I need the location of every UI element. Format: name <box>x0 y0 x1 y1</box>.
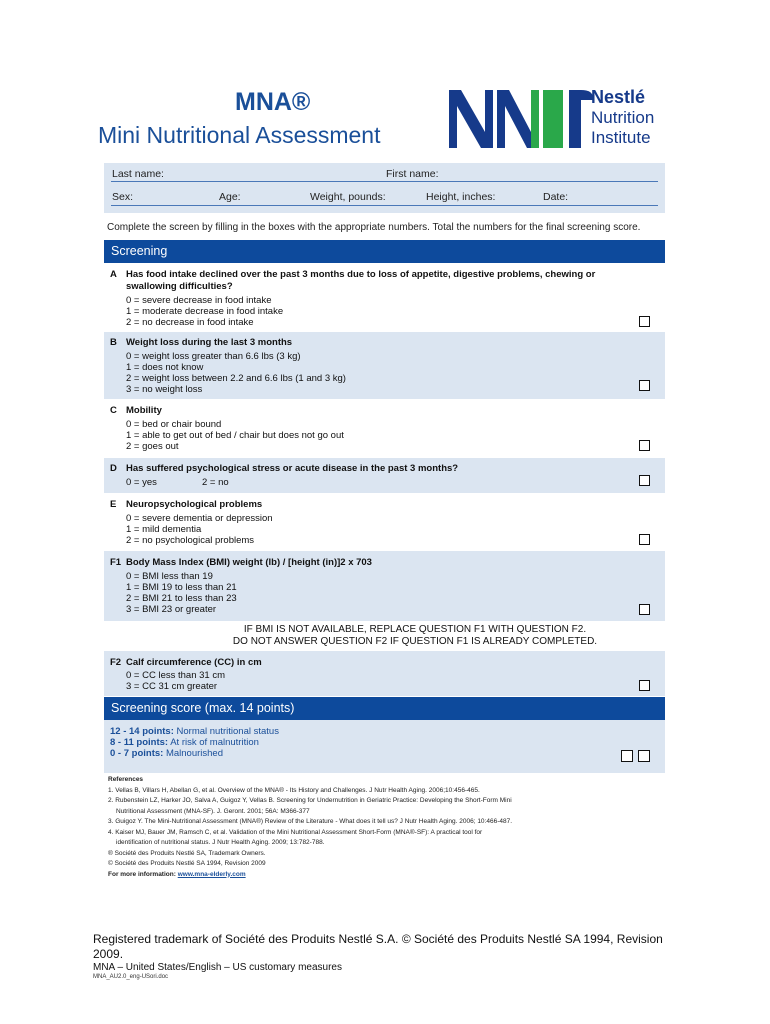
question-f1-title-line1: Body Mass Index (BMI) weight (lb) / [height (in)]2 x 703 <box>126 557 372 568</box>
option: 2 = BMI 21 to less than 23 <box>126 593 237 604</box>
question-a <box>104 263 665 332</box>
option: 3 = no weight loss <box>126 384 203 395</box>
weight-label: Weight, pounds: <box>310 191 386 203</box>
score-box-c[interactable] <box>639 440 650 451</box>
score-box-e[interactable] <box>639 534 650 545</box>
bmi-note-line2: DO NOT ANSWER QUESTION F2 IF QUESTION F1 IS ALREADY COMPLETED. <box>232 636 598 647</box>
question-letter: F1 <box>110 557 122 568</box>
question-a-title <box>110 269 595 281</box>
date-label: Date: <box>543 191 569 203</box>
references <box>108 775 668 880</box>
option: 0 = severe dementia or depression <box>126 513 273 524</box>
height-label: Height, inches: <box>426 191 496 203</box>
logo-text-nutrition: Nutrition <box>591 108 655 127</box>
question-e-title-line1: Neuropsychological problems <box>126 499 263 510</box>
question-d-title-line1: Has suffered psychological stress or acute disease in the past 3 months? <box>126 463 459 474</box>
option: 0 = severe decrease in food intake <box>126 295 272 306</box>
question-letter: A <box>110 269 117 280</box>
reference-item: identification of nutritional status. J Nutr Health Aging. 2009; 13:782-788. <box>116 839 325 846</box>
mna-elderly-link[interactable]: www.mna-elderly.com <box>177 870 246 878</box>
score-range-normal <box>110 726 279 737</box>
score-range-points: 8 - 11 points: <box>110 737 169 748</box>
question-letter: D <box>110 463 117 474</box>
score-box-d[interactable] <box>639 475 650 486</box>
score-range-label: Malnourished <box>165 748 223 759</box>
screening-header: Screening <box>104 240 665 263</box>
logo-text-institute: Institute <box>591 128 651 147</box>
question-b-title <box>110 337 292 349</box>
question-c <box>104 399 665 458</box>
question-f2-title <box>110 657 262 669</box>
score-range-label: At risk of malnutrition <box>170 737 259 748</box>
screening-score-area <box>104 720 665 773</box>
score-box-b[interactable] <box>639 380 650 391</box>
instructions: Complete the screen by filling in the boxes with the appropriate numbers. Total the numbers for the final screening score. <box>107 222 641 233</box>
bmi-note-line1: IF BMI IS NOT AVAILABLE, REPLACE QUESTION F1 WITH QUESTION F2. <box>243 624 587 635</box>
sex-label: Sex: <box>112 191 134 203</box>
option: 2 = goes out <box>126 441 179 452</box>
option: 0 = CC less than 31 cm <box>126 670 226 681</box>
question-c-title <box>110 405 162 417</box>
reference-item: 3. Guigoz Y. The Mini-Nutritional Assessment (MNA®) Review of the Literature - What does it tell us? J Nutr Health Aging. 2006; 10:466-487. <box>108 818 513 825</box>
question-a-title-line1: Has food intake declined over the past 3 months due to loss of appetite, digestive problems, chewing or <box>126 269 596 280</box>
question-f1 <box>104 551 665 621</box>
page-subtitle: Mini Nutritional Assessment <box>98 122 381 148</box>
option: 1 = able to get out of bed / chair but does not go out <box>126 430 344 441</box>
screening-score-header: Screening score (max. 14 points) <box>104 697 665 720</box>
score-range-label: Normal nutritional status <box>176 726 279 737</box>
question-letter: B <box>110 337 117 348</box>
reference-item: Nutritional Assessment (MNA-SF). J. Geront. 2001; 56A: M366-377 <box>116 807 310 815</box>
total-score-box-units[interactable] <box>638 750 650 762</box>
option: 2 = weight loss between 2.2 and 6.6 lbs (1 and 3 kg) <box>126 373 346 384</box>
total-score-box-tens[interactable] <box>621 750 633 762</box>
footer-locale: MNA – United States/English – US customary measures <box>93 962 342 973</box>
question-e-title <box>110 499 262 511</box>
question-f2-title-line1: Calf circumference (CC) in cm <box>126 657 262 668</box>
references-heading: References <box>108 776 144 783</box>
reference-item: 1. Vellas B, Villars H, Abellan G, et al. Overview of the MNA® - Its History and Challenges. J Nutr Health Aging. 2006;10:456-465. <box>108 786 480 794</box>
page-title: MNA® <box>235 88 311 116</box>
question-d <box>104 458 665 493</box>
option: 3 = CC 31 cm greater <box>126 681 218 692</box>
option: 0 = yes <box>126 477 157 488</box>
footer-file: MNA_AU2.0_eng-USori.doc <box>93 974 169 980</box>
score-range-points: 0 - 7 points: <box>110 748 164 759</box>
question-d-title <box>110 463 458 475</box>
first-name-label: First name: <box>386 168 439 180</box>
name-field-line[interactable] <box>111 181 658 182</box>
question-letter: E <box>110 499 117 510</box>
option: 2 = no decrease in food intake <box>126 317 254 328</box>
reference-item: 4. Kaiser MJ, Bauer JM, Ramsch C, et al. Validation of the Mini Nutritional Assessment Short-Form (MNA®-SF): A practical tool for <box>108 828 483 836</box>
question-c-title-line1: Mobility <box>126 405 162 416</box>
option: 1 = does not know <box>126 362 204 373</box>
more-info-label: For more information: <box>108 870 176 878</box>
details-field-line[interactable] <box>111 205 658 206</box>
logo-text-nestle: Nestlé <box>591 87 646 107</box>
question-a-title-line2: swallowing difficulties? <box>126 281 233 292</box>
nni-logo-mark <box>447 88 597 150</box>
question-b <box>104 332 665 399</box>
score-range-points: 12 - 14 points: <box>110 726 174 737</box>
option: 0 = bed or chair bound <box>126 419 222 430</box>
option: 1 = BMI 19 to less than 21 <box>126 582 237 593</box>
footer-trademark: Registered trademark of Société des Produits Nestlé S.A. © Société des Produits Nestlé SA 1994, Revision 2009. <box>93 932 663 961</box>
option: 0 = BMI less than 19 <box>126 571 213 582</box>
question-b-title-line1: Weight loss during the last 3 months <box>126 337 293 348</box>
option: 2 = no <box>202 477 229 488</box>
question-letter: F2 <box>110 657 122 668</box>
score-range-at-risk <box>110 737 259 748</box>
question-f1-title <box>110 557 372 569</box>
patient-info-box <box>104 163 665 213</box>
option: 2 = no psychological problems <box>126 535 255 546</box>
option: 1 = moderate decrease in food intake <box>126 306 284 317</box>
question-f2 <box>104 651 665 696</box>
question-e <box>104 493 665 551</box>
score-box-a[interactable] <box>639 316 650 327</box>
option: 3 = BMI 23 or greater <box>126 604 217 615</box>
reference-item: 2. Rubenstein LZ, Harker JO, Salva A, Guigoz Y, Vellas B. Screening for Undernutrition in Geriatric Practice: Developing the Short-Form Mini <box>108 797 512 804</box>
score-box-f2[interactable] <box>639 680 650 691</box>
score-range-malnourished <box>110 748 223 759</box>
more-info <box>108 870 668 881</box>
option: 0 = weight loss greater than 6.6 lbs (3 kg) <box>126 351 301 362</box>
nestle-nutrition-institute-logo <box>447 88 669 150</box>
last-name-label: Last name: <box>112 168 164 180</box>
score-box-f1[interactable] <box>639 604 650 615</box>
reference-item: © Société des Produits Nestlé SA 1994, Revision 2009 <box>108 860 266 867</box>
question-letter: C <box>110 405 117 416</box>
option: 1 = mild dementia <box>126 524 202 535</box>
reference-item: ® Société des Produits Nestlé SA, Trademark Owners. <box>108 849 266 857</box>
age-label: Age: <box>219 191 241 203</box>
